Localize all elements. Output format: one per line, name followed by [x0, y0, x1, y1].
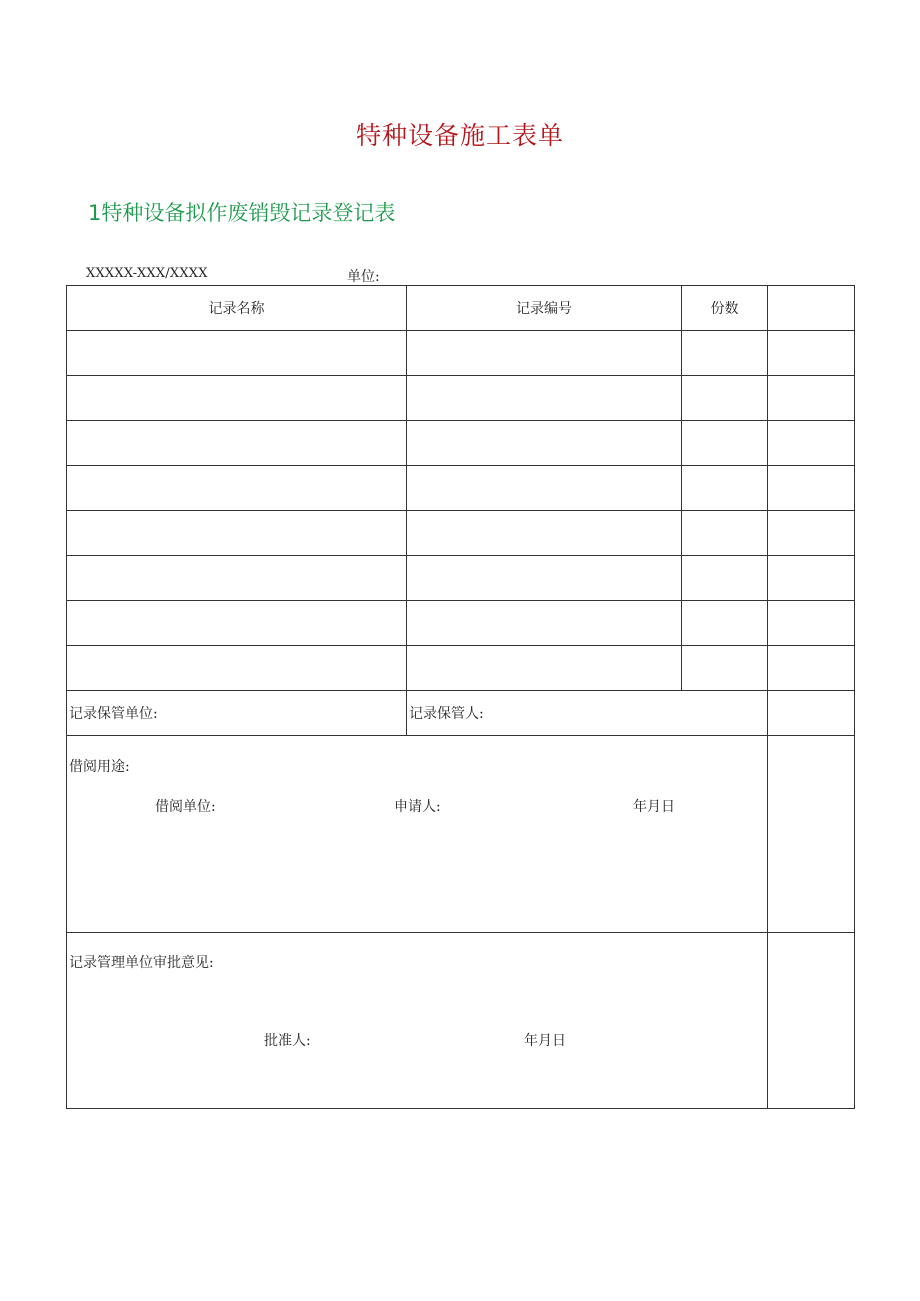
header-blank: [768, 286, 855, 331]
borrow-section: [67, 736, 768, 933]
approval-opinion-label: 记录管理单位审批意见:: [69, 955, 214, 971]
cell-extra[interactable]: [768, 646, 855, 691]
cell-record-name[interactable]: [67, 511, 407, 556]
table-row: [67, 421, 855, 466]
borrow-applicant-label: 申请人:: [394, 799, 441, 815]
cell-extra[interactable]: [768, 511, 855, 556]
cell-record-number[interactable]: [407, 331, 682, 376]
borrow-unit-label: 借阅单位:: [155, 799, 216, 815]
keeper-person-label: 记录保管人:: [407, 691, 768, 736]
approval-row: [67, 933, 855, 1109]
cell-record-name[interactable]: [67, 646, 407, 691]
cell-record-number[interactable]: [407, 376, 682, 421]
table-row: [67, 376, 855, 421]
cell-copies[interactable]: [682, 511, 768, 556]
table-row: [67, 601, 855, 646]
cell-extra[interactable]: [768, 331, 855, 376]
cell-record-number[interactable]: [407, 646, 682, 691]
cell-extra[interactable]: [768, 376, 855, 421]
approval-extra-cell[interactable]: [768, 933, 855, 1109]
cell-record-name[interactable]: [67, 556, 407, 601]
cell-extra[interactable]: [768, 421, 855, 466]
keeper-unit-label: 记录保管单位:: [67, 691, 407, 736]
approver-label: 批准人:: [264, 1033, 311, 1049]
table-row: [67, 646, 855, 691]
cell-extra[interactable]: [768, 556, 855, 601]
cell-record-number[interactable]: [407, 421, 682, 466]
keeper-row: [67, 691, 855, 736]
table-row: [67, 511, 855, 556]
cell-record-number[interactable]: [407, 556, 682, 601]
borrow-extra-cell[interactable]: [768, 736, 855, 933]
cell-copies[interactable]: [682, 376, 768, 421]
form-subtitle: 1特种设备拟作废销毁记录登记表: [88, 201, 396, 225]
document-code: XXXXX-XXX/XXXX: [86, 266, 208, 281]
unit-label: 单位:: [347, 269, 380, 285]
table-row: [67, 331, 855, 376]
cell-extra[interactable]: [768, 466, 855, 511]
cell-copies[interactable]: [682, 421, 768, 466]
form-title: 特种设备施工表单: [355, 121, 564, 150]
cell-record-number[interactable]: [407, 466, 682, 511]
header-record-name: 记录名称: [67, 286, 407, 331]
cell-copies[interactable]: [682, 466, 768, 511]
cell-extra[interactable]: [768, 601, 855, 646]
cell-record-number[interactable]: [407, 511, 682, 556]
cell-copies[interactable]: [682, 556, 768, 601]
cell-copies[interactable]: [682, 331, 768, 376]
cell-record-name[interactable]: [67, 466, 407, 511]
borrow-purpose-label: 借阅用途:: [69, 759, 130, 775]
cell-record-name[interactable]: [67, 601, 407, 646]
cell-copies[interactable]: [682, 601, 768, 646]
cell-copies[interactable]: [682, 646, 768, 691]
cell-record-name[interactable]: [67, 331, 407, 376]
keeper-extra-cell[interactable]: [768, 691, 855, 736]
cell-record-name[interactable]: [67, 376, 407, 421]
header-record-number: 记录编号: [407, 286, 682, 331]
borrow-row: [67, 736, 855, 933]
cell-record-name[interactable]: [67, 421, 407, 466]
table-row: [67, 466, 855, 511]
approval-date-label: 年月日: [524, 1033, 566, 1049]
header-copies: 份数: [682, 286, 768, 331]
record-register-table: [66, 285, 855, 1109]
table-row: [67, 556, 855, 601]
approval-section: [67, 933, 768, 1109]
borrow-date-label: 年月日: [633, 799, 675, 815]
cell-record-number[interactable]: [407, 601, 682, 646]
table-header-row: [67, 286, 855, 331]
